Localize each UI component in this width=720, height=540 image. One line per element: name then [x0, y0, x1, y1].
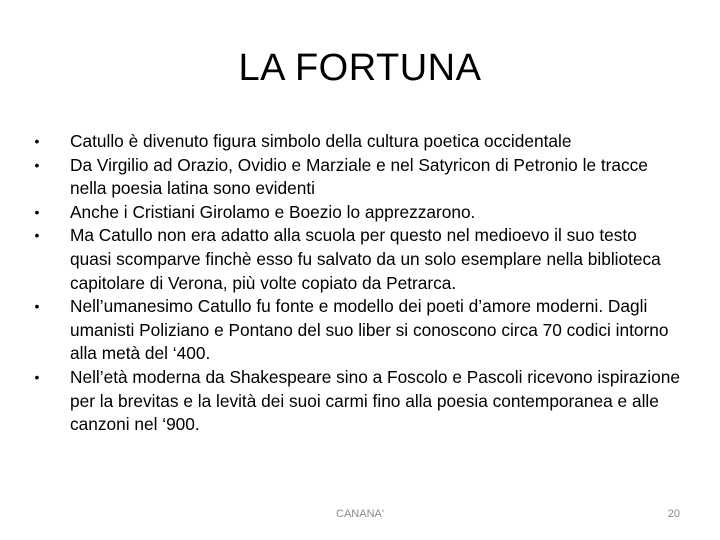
bullet-item [30, 366, 680, 437]
bullet-marker: • [34, 227, 40, 244]
bullet-marker: • [34, 298, 40, 315]
bullet-marker: • [34, 203, 40, 220]
bullet-text: Da Virgilio ad Orazio, Ovidio e Marziale e nel Satyricon di Petronio le tracce nella poesia latina sono evidenti [70, 154, 648, 199]
bullet-item [30, 224, 680, 295]
bullet-text: Catullo è divenuto figura simbolo della cultura poetica occidentale [70, 131, 572, 151]
footer-page-number: 20 [667, 508, 680, 520]
bullet-marker: • [34, 133, 40, 149]
bullet-marker: • [34, 156, 40, 173]
slide-title: LA FORTUNA [238, 47, 482, 89]
bullet-item [30, 295, 680, 366]
bullet-text: Anche i Cristiani Girolamo e Boezio lo apprezzarono. [70, 201, 476, 222]
bullet-item [30, 154, 680, 201]
bullet-text: Nell’umanesimo Catullo fu fonte e modello dei poeti d’amore moderni. Dagli umanisti Poliziano e Pontano del suo liber si conoscono circa 70 codici intorno alla metà del ‘400. [70, 296, 669, 364]
footer-author: CANANA' [336, 508, 384, 520]
bullet-item [30, 201, 680, 225]
bullet-text: Ma Catullo non era adatto alla scuola per questo nel medioevo il suo testo quasi scomparve finchè esso fu salvato da un solo esemplare nella biblioteca capitolare di Verona, più volte copiato da Petrarca. [70, 225, 661, 293]
bullet-text: Nell’età moderna da Shakespeare sino a Foscolo e Pascoli ricevono ispirazione per la brevitas e la levità dei suoi carmi fino alla poesia contemporanea e alle canzoni nel ‘900. [70, 366, 680, 435]
bullet-marker: • [34, 368, 40, 385]
bullet-item [30, 130, 680, 154]
bullet-list [30, 130, 680, 437]
